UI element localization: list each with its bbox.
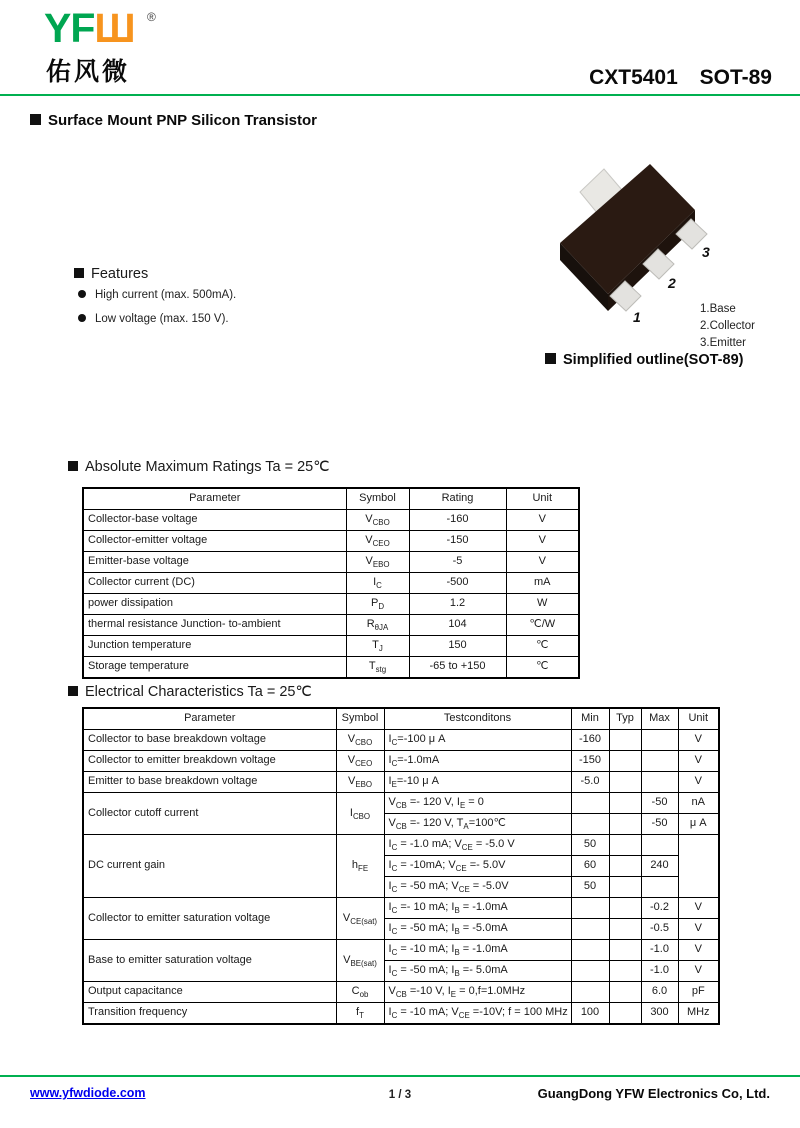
cell-unit: V bbox=[506, 552, 579, 573]
cell-typ bbox=[609, 835, 641, 856]
electrical-characteristics-table bbox=[82, 707, 720, 1025]
cell-typ bbox=[609, 919, 641, 940]
pin-legend-item: 1.Base bbox=[700, 303, 736, 315]
cell-parameter: Collector to emitter saturation voltage bbox=[83, 898, 336, 940]
cell-condition: $I_C = -50$ mA; $V_{CE} = -5.0V$ bbox=[384, 877, 571, 898]
outline-caption bbox=[545, 352, 743, 368]
elec-char-heading-text: Electrical Characteristics Ta = 25℃ bbox=[85, 684, 312, 700]
cell-min: 50 bbox=[571, 835, 609, 856]
table-row bbox=[83, 898, 719, 919]
cell-rating: -160 bbox=[409, 510, 506, 531]
cell-condition: $I_C = -10mA$; $V_{CE} =- 5.0V$ bbox=[384, 856, 571, 877]
cell-rating: 104 bbox=[409, 615, 506, 636]
cell-unit bbox=[678, 835, 719, 898]
feature-item bbox=[78, 289, 236, 301]
cell-min: -160 bbox=[571, 730, 609, 751]
cell-parameter: Transition frequency bbox=[83, 1003, 336, 1025]
cell-unit: V bbox=[678, 730, 719, 751]
cell-parameter: power dissipation bbox=[83, 594, 346, 615]
column-header: Unit bbox=[678, 708, 719, 730]
cell-parameter: Emitter-base voltage bbox=[83, 552, 346, 573]
cell-unit: V bbox=[678, 919, 719, 940]
table-row bbox=[83, 657, 579, 679]
cell-unit: ℃/W bbox=[506, 615, 579, 636]
cell-condition: $I_C = -10$ mA; $I_B = -1.0mA$ bbox=[384, 940, 571, 961]
cell-symbol: $V_{CE(sat)}$ bbox=[336, 898, 384, 940]
cell-unit: ℃ bbox=[506, 636, 579, 657]
column-header: Testconditons bbox=[384, 708, 571, 730]
cell-condition: $I_C = -10$ mA; $V_{CE} =-10V$; f = 100 MHz bbox=[384, 1003, 571, 1025]
cell-min: 50 bbox=[571, 877, 609, 898]
table-row bbox=[83, 835, 719, 856]
cell-min bbox=[571, 898, 609, 919]
table-row bbox=[83, 573, 579, 594]
column-header: Rating bbox=[409, 488, 506, 510]
pin-number-label: 1 bbox=[633, 309, 641, 325]
cell-max: 6.0 bbox=[641, 982, 678, 1003]
cell-symbol: $T_J$ bbox=[346, 636, 409, 657]
cell-typ bbox=[609, 940, 641, 961]
cell-symbol: $V_{CBO}$ bbox=[336, 730, 384, 751]
cell-max: -0.5 bbox=[641, 919, 678, 940]
cell-max: -1.0 bbox=[641, 961, 678, 982]
features-heading-text: Features bbox=[91, 266, 149, 282]
cell-unit: V bbox=[678, 961, 719, 982]
cell-max bbox=[641, 772, 678, 793]
page-subtitle bbox=[30, 112, 317, 129]
circle-bullet-icon bbox=[78, 314, 86, 322]
cell-symbol: $V_{CBO}$ bbox=[346, 510, 409, 531]
cell-condition: $I_E=-10$ μ A bbox=[384, 772, 571, 793]
square-bullet-icon bbox=[30, 114, 41, 125]
abs-max-heading bbox=[68, 459, 330, 475]
table-row bbox=[83, 940, 719, 961]
cell-max bbox=[641, 751, 678, 772]
header-divider bbox=[0, 94, 800, 96]
table-row bbox=[83, 772, 719, 793]
cell-unit: nA bbox=[678, 793, 719, 814]
cell-min: 60 bbox=[571, 856, 609, 877]
cell-unit: V bbox=[506, 531, 579, 552]
cell-symbol: $R_{\theta JA}$ bbox=[346, 615, 409, 636]
cell-max: 240 bbox=[641, 856, 678, 877]
website-link[interactable]: www.yfwdiode.com bbox=[30, 1086, 146, 1100]
table-header-row bbox=[83, 708, 719, 730]
cell-typ bbox=[609, 1003, 641, 1025]
cell-symbol: $V_{EBO}$ bbox=[336, 772, 384, 793]
document-title bbox=[589, 66, 772, 90]
cell-typ bbox=[609, 961, 641, 982]
cell-condition: $I_C=-1.0mA$ bbox=[384, 751, 571, 772]
table-row bbox=[83, 982, 719, 1003]
column-header: Min bbox=[571, 708, 609, 730]
logo-chinese-name: 佑风微 bbox=[46, 58, 131, 86]
abs-max-heading-text: Absolute Maximum Ratings Ta = 25℃ bbox=[85, 459, 330, 475]
cell-unit: μ A bbox=[678, 814, 719, 835]
cell-condition: $I_C = -50$ mA; $I_B = -5.0mA$ bbox=[384, 919, 571, 940]
cell-symbol: $I_{CBO}$ bbox=[336, 793, 384, 835]
cell-rating: -5 bbox=[409, 552, 506, 573]
cell-max bbox=[641, 835, 678, 856]
cell-max bbox=[641, 877, 678, 898]
cell-parameter: Storage temperature bbox=[83, 657, 346, 679]
feature-item-text: High current (max. 500mA). bbox=[95, 289, 237, 301]
cell-condition: $I_C =- 10$ mA; $I_B = -1.0mA$ bbox=[384, 898, 571, 919]
logo-text-green: YF bbox=[44, 5, 95, 51]
cell-symbol: $V_{EBO}$ bbox=[346, 552, 409, 573]
cell-parameter: DC current gain bbox=[83, 835, 336, 898]
cell-min: -150 bbox=[571, 751, 609, 772]
column-header: Symbol bbox=[346, 488, 409, 510]
cell-max: -50 bbox=[641, 814, 678, 835]
cell-unit: mA bbox=[506, 573, 579, 594]
table-row bbox=[83, 552, 579, 573]
table-row bbox=[83, 594, 579, 615]
column-header: Parameter bbox=[83, 708, 336, 730]
circle-bullet-icon bbox=[78, 290, 86, 298]
column-header: Typ bbox=[609, 708, 641, 730]
cell-symbol: $P_D$ bbox=[346, 594, 409, 615]
column-header: Unit bbox=[506, 488, 579, 510]
cell-symbol: $f_T$ bbox=[336, 1003, 384, 1025]
cell-min bbox=[571, 940, 609, 961]
cell-typ bbox=[609, 730, 641, 751]
company-name: GuangDong YFW Electronics Co, Ltd. bbox=[537, 1086, 770, 1101]
cell-symbol: $V_{BE(sat)}$ bbox=[336, 940, 384, 982]
cell-min: -5.0 bbox=[571, 772, 609, 793]
cell-symbol: $V_{CEO}$ bbox=[336, 751, 384, 772]
feature-item-text: Low voltage (max. 150 V). bbox=[95, 313, 229, 325]
cell-parameter: Emitter to base breakdown voltage bbox=[83, 772, 336, 793]
cell-unit: V bbox=[506, 510, 579, 531]
cell-unit: W bbox=[506, 594, 579, 615]
cell-max bbox=[641, 730, 678, 751]
logo-text-orange: Ш bbox=[94, 5, 135, 51]
cell-min bbox=[571, 814, 609, 835]
cell-condition: $I_C = -50$ mA; $I_B =- 5.0mA$ bbox=[384, 961, 571, 982]
cell-condition: $I_C=-100$ μ A bbox=[384, 730, 571, 751]
cell-symbol: $I_C$ bbox=[346, 573, 409, 594]
cell-parameter: Collector-base voltage bbox=[83, 510, 346, 531]
cell-unit: ℃ bbox=[506, 657, 579, 679]
cell-typ bbox=[609, 982, 641, 1003]
cell-condition: $V_{CB} =- 120$ V, $T_A=100℃$ bbox=[384, 814, 571, 835]
table-row bbox=[83, 510, 579, 531]
square-bullet-icon bbox=[545, 353, 556, 364]
cell-min bbox=[571, 961, 609, 982]
table-row bbox=[83, 730, 719, 751]
cell-min: 100 bbox=[571, 1003, 609, 1025]
cell-symbol: $C_{ob}$ bbox=[336, 982, 384, 1003]
cell-condition: $V_{CB} =- 120$ V, $I_E = 0$ bbox=[384, 793, 571, 814]
cell-symbol: $T_{stg}$ bbox=[346, 657, 409, 679]
column-header: Max bbox=[641, 708, 678, 730]
square-bullet-icon bbox=[74, 268, 84, 278]
features-heading bbox=[74, 266, 148, 282]
cell-typ bbox=[609, 877, 641, 898]
table-row bbox=[83, 1003, 719, 1025]
cell-typ bbox=[609, 814, 641, 835]
cell-unit: V bbox=[678, 898, 719, 919]
table-row bbox=[83, 751, 719, 772]
table-header-row bbox=[83, 488, 579, 510]
outline-caption-text: Simplified outline(SOT-89) bbox=[563, 352, 744, 368]
cell-parameter: Base to emitter saturation voltage bbox=[83, 940, 336, 982]
cell-symbol: $h_{FE}$ bbox=[336, 835, 384, 898]
cell-rating: -150 bbox=[409, 531, 506, 552]
package-name: SOT-89 bbox=[699, 66, 772, 89]
part-number: CXT5401 bbox=[589, 66, 678, 89]
pin-legend bbox=[700, 301, 755, 352]
cell-parameter: Junction temperature bbox=[83, 636, 346, 657]
cell-max: 300 bbox=[641, 1003, 678, 1025]
cell-min bbox=[571, 793, 609, 814]
cell-typ bbox=[609, 898, 641, 919]
cell-unit: MHz bbox=[678, 1003, 719, 1025]
column-header: Parameter bbox=[83, 488, 346, 510]
cell-max: -50 bbox=[641, 793, 678, 814]
column-header: Symbol bbox=[336, 708, 384, 730]
cell-unit: pF bbox=[678, 982, 719, 1003]
cell-rating: -65 to +150 bbox=[409, 657, 506, 679]
cell-parameter: Output capacitance bbox=[83, 982, 336, 1003]
elec-char-heading bbox=[68, 684, 312, 700]
cell-unit: V bbox=[678, 772, 719, 793]
cell-parameter: Collector-emitter voltage bbox=[83, 531, 346, 552]
table-row bbox=[83, 615, 579, 636]
cell-typ bbox=[609, 772, 641, 793]
cell-parameter: Collector current (DC) bbox=[83, 573, 346, 594]
table-row bbox=[83, 636, 579, 657]
pin-legend-item: 3.Emitter bbox=[700, 337, 747, 349]
cell-parameter: Collector to emitter breakdown voltage bbox=[83, 751, 336, 772]
cell-min bbox=[571, 919, 609, 940]
table-row bbox=[83, 793, 719, 814]
cell-rating: 1.2 bbox=[409, 594, 506, 615]
cell-parameter: thermal resistance Junction- to-ambient bbox=[83, 615, 346, 636]
cell-rating: 150 bbox=[409, 636, 506, 657]
cell-rating: -500 bbox=[409, 573, 506, 594]
absolute-maximum-ratings-table bbox=[82, 487, 580, 679]
company-logo bbox=[44, 5, 135, 51]
footer-divider bbox=[0, 1075, 800, 1077]
cell-symbol: $V_{CEO}$ bbox=[346, 531, 409, 552]
cell-max: -0.2 bbox=[641, 898, 678, 919]
cell-parameter: Collector to base breakdown voltage bbox=[83, 730, 336, 751]
pin-legend-item: 2.Collector bbox=[700, 320, 755, 332]
registered-trademark-icon: ® bbox=[147, 10, 156, 24]
cell-condition: $V_{CB} =-10$ V, $I_E = 0,f=1.0MHz$ bbox=[384, 982, 571, 1003]
cell-typ bbox=[609, 793, 641, 814]
feature-item bbox=[78, 313, 229, 325]
pin-number-label: 3 bbox=[702, 244, 710, 260]
cell-typ bbox=[609, 751, 641, 772]
square-bullet-icon bbox=[68, 686, 78, 696]
page-number: 1 / 3 bbox=[388, 1089, 412, 1101]
table-row bbox=[83, 531, 579, 552]
subtitle-text: Surface Mount PNP Silicon Transistor bbox=[48, 112, 317, 129]
cell-max: -1.0 bbox=[641, 940, 678, 961]
cell-min bbox=[571, 982, 609, 1003]
pin-number-label: 2 bbox=[668, 275, 676, 291]
cell-typ bbox=[609, 856, 641, 877]
square-bullet-icon bbox=[68, 461, 78, 471]
cell-parameter: Collector cutoff current bbox=[83, 793, 336, 835]
cell-condition: $I_C = -1.0$ mA; $V_{CE} = -5.0$ V bbox=[384, 835, 571, 856]
cell-unit: V bbox=[678, 940, 719, 961]
cell-unit: V bbox=[678, 751, 719, 772]
